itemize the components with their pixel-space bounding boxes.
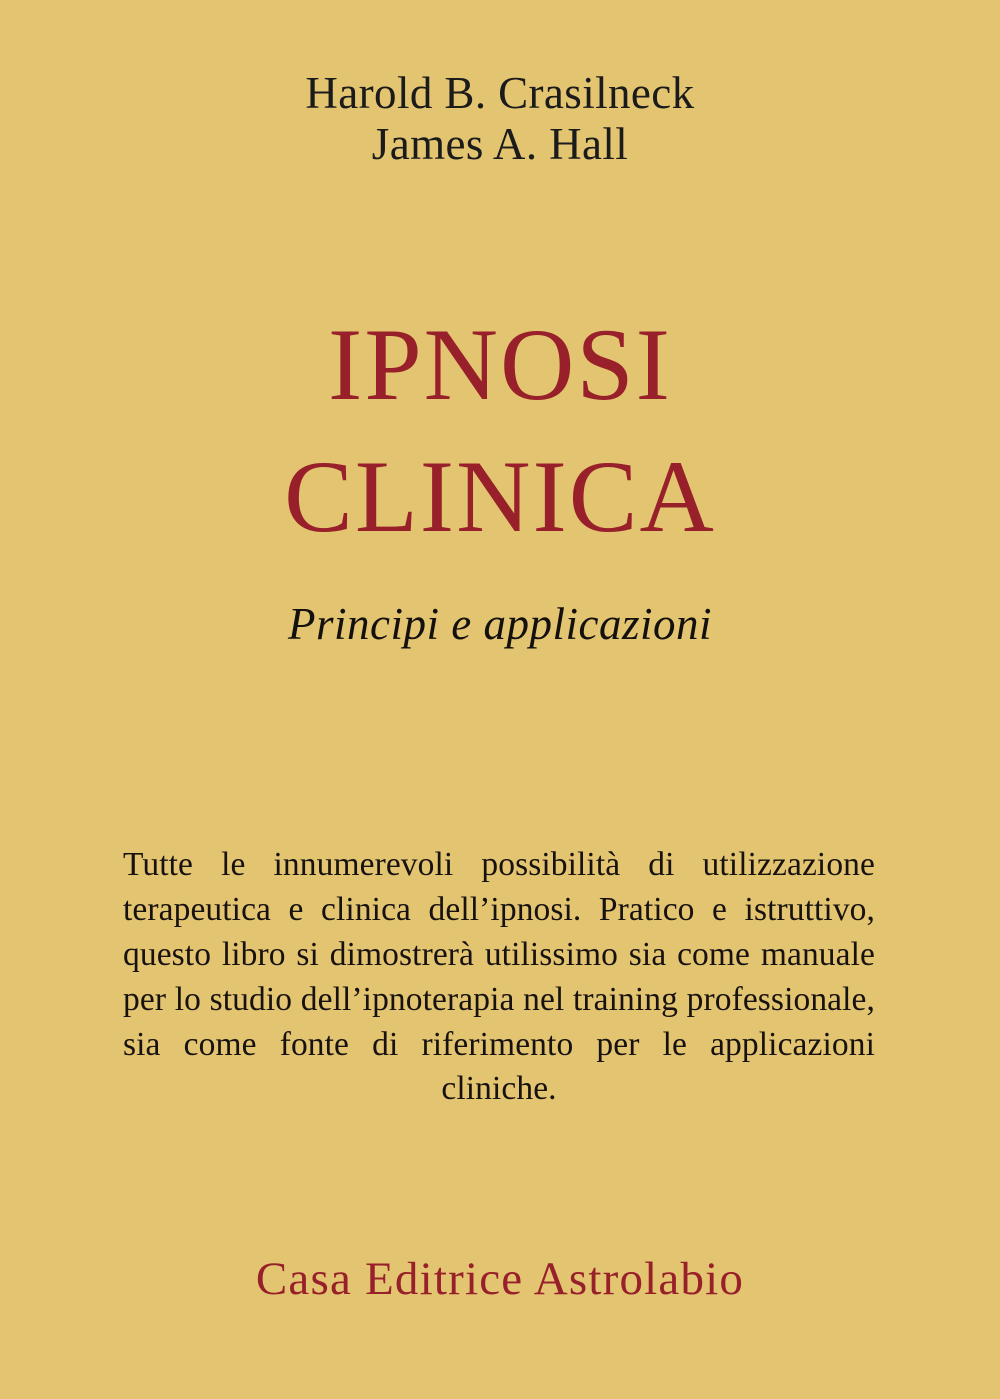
- publisher-name: Casa Editrice Astrolabio: [255, 1253, 745, 1305]
- author-names: [0, 68, 1000, 171]
- title-line-1: IPNOSI: [328, 308, 672, 422]
- book-subtitle: Principi e applicazioni: [288, 599, 712, 649]
- author-name-primary: Harold B. Crasilneck: [305, 68, 695, 118]
- author-name-secondary: James A. Hall: [371, 119, 629, 170]
- back-cover-blurb: Tutte le innumerevoli possibilità di utilizzazione terapeutica e clinica dell’ipnosi. Pratico e istruttivo, questo libro si dimostrerà utilissimo sia come manuale per lo studio dell’ipnoterapia nel training professionale, sia come fonte di riferimento per le applicazioni cliniche.: [123, 846, 875, 1108]
- title-line-2: CLINICA: [284, 439, 716, 554]
- book-title: [0, 300, 1000, 564]
